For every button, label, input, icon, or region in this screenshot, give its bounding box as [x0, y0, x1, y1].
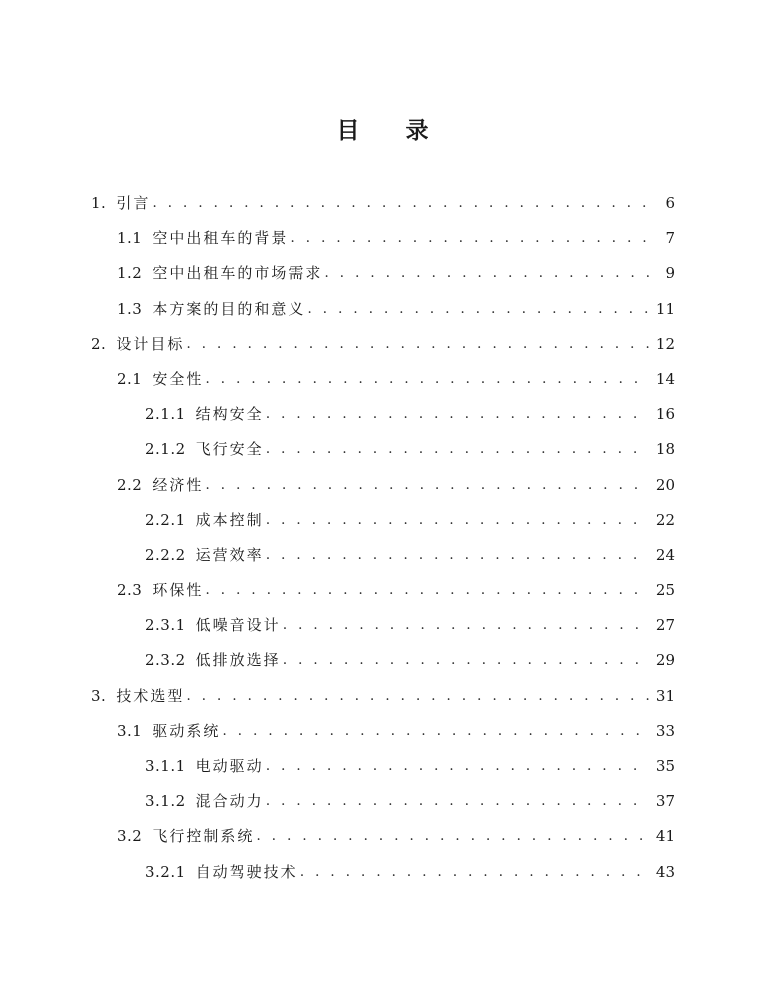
toc-dot-leader	[205, 468, 649, 503]
toc-entry[interactable]	[0, 855, 765, 890]
toc-dot-leader	[324, 256, 649, 291]
toc-entry-label: 本方案的目的和意义	[152, 299, 306, 318]
toc-entry-number: 2.	[91, 334, 107, 353]
toc-entry[interactable]	[0, 679, 765, 714]
toc-entry-number: 2.1	[117, 369, 143, 388]
toc-entry[interactable]	[0, 573, 765, 608]
toc-entry-label: 技术选型	[116, 686, 185, 705]
toc-entry-number: 2.1.2	[145, 440, 186, 459]
toc-entry-label: 自动驾驶技术	[195, 862, 298, 881]
toc-entry-label: 空中出租车的背景	[152, 229, 289, 248]
toc-entry-number: 1.3	[117, 299, 143, 318]
toc-entry-label: 电动驱动	[195, 757, 264, 775]
toc-dot-leader	[300, 855, 649, 890]
toc-entry-page: 33	[655, 721, 675, 740]
toc-dot-leader	[205, 573, 649, 608]
toc-title-char-1: 目	[336, 118, 360, 144]
toc-dot-leader	[266, 432, 649, 467]
toc-entry[interactable]	[0, 714, 765, 749]
toc-dot-leader	[186, 679, 649, 714]
toc-entry-label: 空中出租车的市场需求	[152, 264, 323, 283]
toc-entry-label: 安全性	[152, 369, 204, 388]
toc-entry-label: 经济性	[152, 475, 204, 494]
toc-entry-number: 3.2.1	[145, 862, 186, 881]
toc-entry-number: 2.3.1	[145, 616, 186, 635]
toc-entry-number: 3.1.1	[145, 757, 186, 775]
toc-dot-leader	[152, 186, 649, 221]
toc-entry-number: 2.3	[117, 581, 143, 600]
toc-entry[interactable]	[0, 292, 765, 327]
toc-entry-page: 27	[655, 616, 675, 635]
toc-title-char-2: 录	[405, 118, 429, 144]
toc-entry-page: 12	[655, 334, 675, 353]
toc-dot-leader	[186, 327, 649, 362]
toc-entry-number: 1.2	[117, 264, 143, 283]
toc-dot-leader	[266, 538, 649, 573]
toc-entry-page: 25	[655, 581, 675, 600]
toc-dot-leader	[307, 292, 649, 327]
toc-entry-label: 结构安全	[195, 405, 264, 424]
toc-entry-label: 成本控制	[195, 510, 264, 529]
toc-entry-label: 设计目标	[116, 334, 185, 353]
toc-entry[interactable]	[0, 643, 765, 678]
toc-entry-number: 3.1	[117, 721, 143, 740]
toc-entry-page: 37	[655, 792, 675, 811]
toc-entry-number: 2.1.1	[145, 405, 186, 424]
toc-entry-label: 低噪音设计	[195, 616, 281, 635]
toc-entry-page: 6	[665, 194, 675, 212]
toc-entry[interactable]	[0, 819, 765, 854]
toc-entry[interactable]	[0, 784, 765, 819]
toc-entry[interactable]	[0, 608, 765, 643]
toc-title	[0, 112, 765, 145]
toc-entry[interactable]	[0, 256, 765, 291]
toc-entry-page: 31	[655, 686, 675, 705]
toc-entry-number: 3.	[91, 686, 107, 705]
toc-dot-leader	[283, 608, 649, 643]
toc-entry-label: 环保性	[152, 581, 204, 600]
toc-entry-label: 引言	[116, 194, 151, 212]
toc-entry-page: 20	[655, 475, 675, 494]
toc-entry-label: 混合动力	[195, 792, 264, 811]
toc-entry-number: 2.2	[117, 475, 143, 494]
toc-dot-leader	[256, 819, 649, 854]
toc-entry-number: 3.1.2	[145, 792, 186, 811]
toc-entry-number: 3.2	[117, 827, 143, 846]
toc-dot-leader	[266, 784, 649, 819]
toc-entry-page: 7	[665, 229, 675, 248]
toc-list	[0, 186, 765, 890]
toc-entry-number: 2.2.2	[145, 545, 186, 564]
toc-entry-page: 24	[655, 545, 675, 564]
toc-dot-leader	[290, 221, 649, 256]
toc-dot-leader	[266, 397, 649, 432]
toc-entry-number: 2.3.2	[145, 651, 186, 670]
toc-entry[interactable]	[0, 432, 765, 467]
toc-entry[interactable]	[0, 397, 765, 432]
toc-entry[interactable]	[0, 327, 765, 362]
toc-entry-page: 35	[655, 757, 675, 775]
toc-entry-page: 29	[655, 651, 675, 670]
toc-entry[interactable]	[0, 221, 765, 256]
toc-entry-page: 18	[655, 440, 675, 459]
toc-entry-label: 运营效率	[195, 545, 264, 564]
toc-entry-label: 飞行安全	[195, 440, 264, 459]
toc-entry-page: 11	[655, 299, 675, 318]
toc-entry-number: 2.2.1	[145, 510, 186, 529]
toc-entry-label: 驱动系统	[152, 721, 221, 740]
toc-dot-leader	[205, 362, 649, 397]
toc-entry-number: 1.1	[117, 229, 143, 248]
toc-entry-label: 低排放选择	[195, 651, 281, 670]
toc-entry-label: 飞行控制系统	[152, 827, 255, 846]
toc-entry-page: 9	[665, 264, 675, 283]
toc-entry[interactable]	[0, 538, 765, 573]
toc-dot-leader	[283, 643, 649, 678]
toc-entry-number: 1.	[91, 194, 107, 212]
toc-entry-page: 22	[655, 510, 675, 529]
toc-entry-page: 43	[655, 862, 675, 881]
toc-entry-page: 41	[655, 827, 675, 846]
toc-dot-leader	[266, 749, 649, 784]
toc-entry[interactable]	[0, 362, 765, 397]
toc-dot-leader	[266, 503, 649, 538]
toc-entry[interactable]	[0, 186, 765, 221]
toc-entry[interactable]	[0, 749, 765, 784]
toc-dot-leader	[222, 714, 649, 749]
toc-entry-page: 16	[655, 405, 675, 424]
toc-entry[interactable]	[0, 468, 765, 503]
toc-entry[interactable]	[0, 503, 765, 538]
toc-entry-page: 14	[655, 369, 675, 388]
